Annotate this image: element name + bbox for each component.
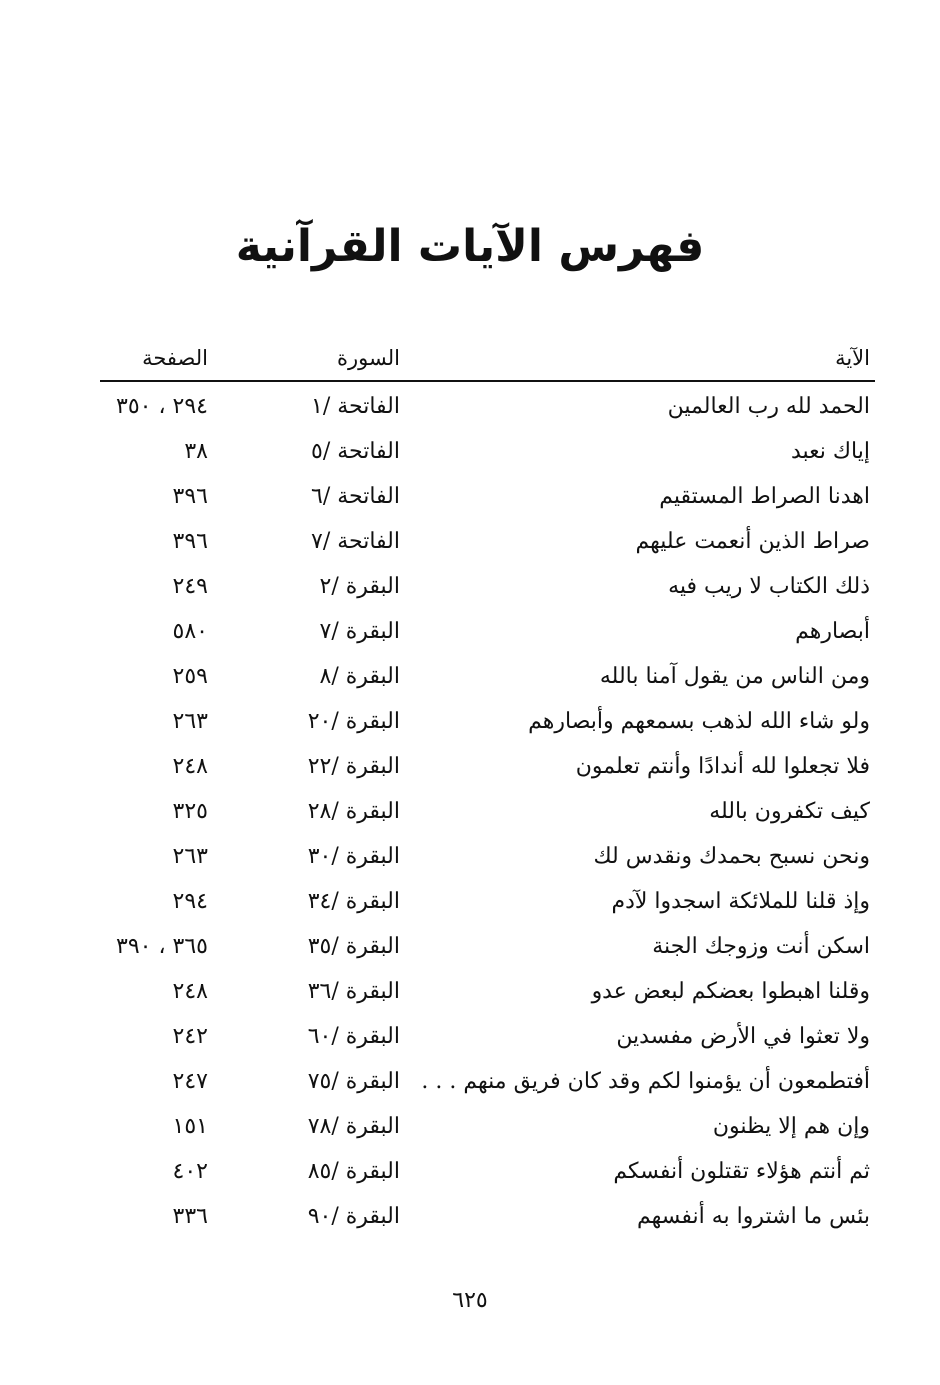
table-row [100,703,875,748]
surah-ref: البقرة /٨ [319,664,400,689]
page-ref: ٢٥٩ [172,664,208,689]
verse-text: ولا تعثوا في الأرض مفسدين [616,1024,870,1049]
page-title: فهرس الآيات القرآنية [235,221,705,272]
table-row [100,1153,875,1198]
verse-text: اسكن أنت وزوجك الجنة [652,934,870,959]
verse-text: ونحن نسبح بحمدك ونقدس لك [593,844,870,869]
table-row [100,1198,875,1243]
verse-text: اهدنا الصراط المستقيم [659,484,870,509]
page-ref: ٢٦٣ [172,709,208,734]
surah-ref: البقرة /٣٤ [307,889,400,914]
verse-text: ومن الناس من يقول آمنا بالله [599,664,870,689]
verse-text: وقلنا اهبطوا بعضكم لبعض عدو [591,979,870,1004]
table-row [100,658,875,703]
page-ref: ٣٦٥ ، ٣٩٠ [116,934,208,959]
table-row [100,1108,875,1153]
table-row [100,1018,875,1063]
surah-ref: البقرة /٨٥ [307,1159,400,1184]
surah-ref: البقرة /٢٠ [307,709,400,734]
verse-text: وإن هم إلا يظنون [712,1114,870,1139]
page-ref: ٢٩٤ [172,889,208,914]
verse-text: ذلك الكتاب لا ريب فيه [668,574,870,599]
surah-ref: البقرة /٢٨ [307,799,400,824]
page-ref: ٣٢٥ [172,799,208,824]
table-row [100,928,875,973]
page-ref: ٢٤٩ [172,574,208,599]
table-row [100,838,875,883]
page-ref: ٣٩٦ [172,484,208,509]
verse-text: بئس ما اشتروا به أنفسهم [636,1204,870,1229]
surah-ref: الفاتحة /١ [311,394,400,419]
header-page: الصفحة [142,346,208,370]
surah-ref: البقرة /٧ [319,619,400,644]
table-row [100,973,875,1018]
table-row [100,793,875,838]
verse-text: صراط الذين أنعمت عليهم [635,529,870,554]
table-row [100,613,875,658]
table-row [100,883,875,928]
header-verse: الآية [835,346,870,370]
page-ref: ٣٣٦ [172,1204,208,1229]
surah-ref: الفاتحة /٦ [311,484,400,509]
page-ref: ٣٩٦ [172,529,208,554]
verse-text: ولو شاء الله لذهب بسمعهم وأبصارهم [528,709,870,734]
page-ref: ٢٩٤ ، ٣٥٠ [116,394,208,419]
surah-ref: البقرة /٢٢ [307,754,400,779]
verse-text: وإذ قلنا للملائكة اسجدوا لآدم [611,889,870,914]
table-header [100,340,875,382]
table-body [100,382,875,1243]
page-ref: ٢٤٨ [172,754,208,779]
verse-text: أفتطمعون أن يؤمنوا لكم وقد كان فريق منهم . . . [421,1069,870,1094]
page-ref: ٢٤٢ [172,1024,208,1049]
surah-ref: البقرة /٩٠ [307,1204,400,1229]
verse-text: كيف تكفرون بالله [709,799,870,824]
verse-text: ثم أنتم هؤلاء تقتلون أنفسكم [613,1159,870,1184]
surah-ref: البقرة /٣٥ [307,934,400,959]
page-ref: ٣٨ [184,439,208,464]
page-ref: ٤٠٢ [172,1159,208,1184]
table-row [100,748,875,793]
header-surah: السورة [337,346,400,370]
page-ref: ٢٦٣ [172,844,208,869]
verse-text: إياك نعبد [791,439,870,464]
surah-ref: الفاتحة /٥ [311,439,400,464]
verse-text: أبصارهم [795,619,870,644]
table-row [100,433,875,478]
verse-text: الحمد لله رب العالمين [667,394,870,419]
verse-text: فلا تجعلوا لله أندادًا وأنتم تعلمون [575,754,870,779]
surah-ref: البقرة /٦٠ [307,1024,400,1049]
table-row [100,388,875,433]
surah-ref: البقرة /٧٥ [307,1069,400,1094]
surah-ref: الفاتحة /٧ [311,529,400,554]
surah-ref: البقرة /٣٠ [307,844,400,869]
table-row [100,568,875,613]
page-ref: ٢٤٧ [172,1069,208,1094]
table-row [100,523,875,568]
page-number: ٦٢٥ [452,1288,488,1313]
surah-ref: البقرة /٧٨ [307,1114,400,1139]
page-ref: ٥٨٠ [172,619,208,644]
surah-ref: البقرة /٣٦ [307,979,400,1004]
page-ref: ١٥١ [172,1114,208,1139]
table-row [100,1063,875,1108]
table-row [100,478,875,523]
surah-ref: البقرة /٢ [319,574,400,599]
page-ref: ٢٤٨ [172,979,208,1004]
verse-index-table [100,340,875,1243]
